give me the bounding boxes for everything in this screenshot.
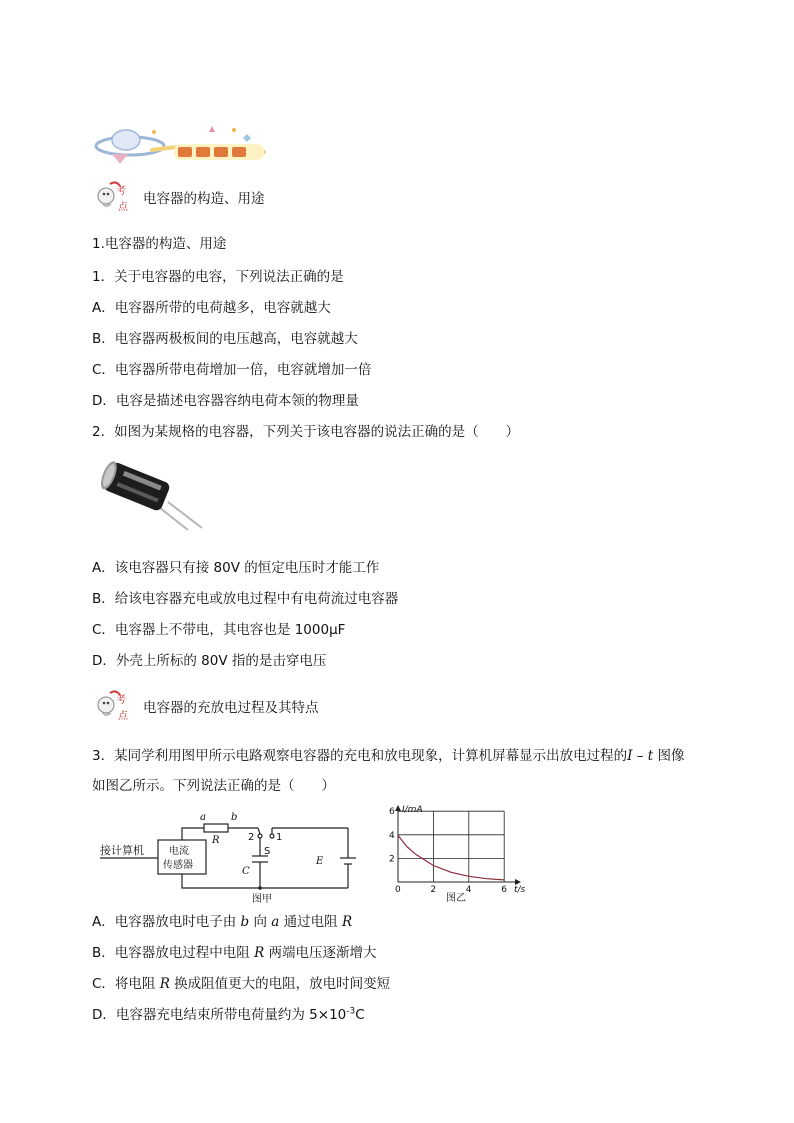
q2-option-a: A．该电容器只有接 80V 的恒定电压时才能工作 [92,560,380,576]
q1-option-a: A．电容器所带的电荷越多，电容就越大 [92,300,331,316]
x-tick-label: 0 [395,885,401,895]
computer-label: 接计算机 [100,844,144,857]
x-tick-label: 2 [430,885,437,895]
circuit-diagram [96,806,358,906]
q2-option-d: D．外壳上所标的 80V 指的是击穿电压 [92,653,327,669]
q1-option-c: C．电容器所带电荷增加一倍，电容就增加一倍 [92,362,372,378]
circuit-caption: 图甲 [252,894,272,905]
sensor-label-1: 电流 [169,846,189,857]
label-S: S [264,846,271,857]
q3-option-a: A．电容器放电时电子由 b 向 a 通过电阻 R [92,914,353,930]
label-b: b [231,812,238,823]
x-tick-label: 6 [501,885,507,895]
capacitor-image [98,458,208,532]
label-1: 1 [276,832,283,843]
y-tick-label: 6 [389,807,395,818]
q1-option-b: B．电容器两极板间的电压越高，电容就越大 [92,331,358,347]
banner-decoration-icon [92,120,272,172]
subheading: 1.电容器的构造、用途 [92,236,227,252]
badge-char-top: 考 [116,186,126,197]
q3-option-c: C．将电阻 R 换成阻值更大的电阻，放电时间变短 [92,976,391,992]
badge-char-bottom: 点 [118,711,128,722]
label-R: R [212,835,220,846]
y-tick-label: 2 [389,854,395,865]
x-axis-label: t/s [514,885,526,895]
badge-char-top: 考 [116,695,126,706]
q3-option-d: D．电容器充电结束所带电荷量约为 $5\times 10^{-3}C$ [92,1006,365,1023]
q1-option-d: D．电容是描述电容器容纳电荷本领的物理量 [92,393,359,409]
y-axis-label: I/mA [402,805,423,815]
label-a: a [200,812,206,823]
q2-option-c: C．电容器上不带电，其电容也是 1000μF [92,622,346,638]
q3-stem-line2: 如图乙所示。下列说法正确的是（ ） [92,778,335,794]
y-tick-label: 4 [389,830,395,841]
label-E: E [316,856,324,867]
kaodian-badge-icon [96,180,136,214]
q3-stem-line1: 3．某同学利用图甲所示电路观察电容器的充电和放电现象，计算机屏幕显示出放电过程的I – t 图像 [92,748,685,764]
label-2: 2 [248,832,255,843]
kaodian-badge-icon [96,689,136,723]
discharge-curve [398,835,504,880]
label-C: C [242,866,250,877]
x-tick-label: 4 [465,885,472,895]
section-heading-structure: 电容器的构造、用途 [143,191,265,207]
sensor-label-2: 传感器 [163,860,193,871]
section-heading-charging: 电容器的充放电过程及其特点 [143,700,319,716]
badge-char-bottom: 点 [118,202,128,213]
q2-option-b: B．给该电容器充电或放电过程中有电荷流过电容器 [92,591,399,607]
q1-stem: 1．关于电容器的电容，下列说法正确的是 [92,269,344,285]
q2-stem: 2．如图为某规格的电容器，下列关于该电容器的说法正确的是（ ） [92,424,520,440]
q3-option-b: B．电容器放电过程中电阻 R 两端电压逐渐增大 [92,945,377,961]
discharge-chart [378,800,528,906]
chart-caption: 图乙 [446,893,466,904]
